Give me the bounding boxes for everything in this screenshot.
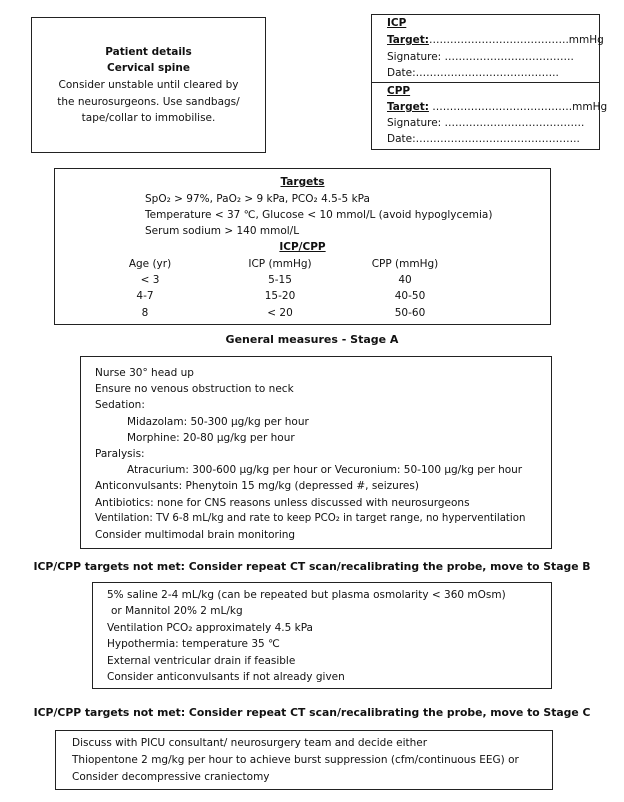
cpp-target-unit: mmHg (572, 101, 608, 113)
cpp-target-line (387, 100, 607, 114)
patient-details-line: the neurosurgeons. Use sandbags/ (57, 96, 240, 108)
icp-target-line (387, 33, 604, 47)
table-cell: 50-60 (394, 307, 426, 319)
stage-a-heading: General measures - Stage A (225, 333, 399, 346)
cervical-spine-subtitle: Cervical spine (107, 62, 190, 74)
cpp-target-label: Target: (387, 101, 429, 113)
cpp-target-field[interactable]: …………………………………. (428, 101, 573, 113)
cpp-signature-field[interactable]: Signature: …………………………………. (387, 117, 585, 129)
stage-a-item: Paralysis: (95, 448, 145, 460)
patient-details-box (31, 17, 266, 153)
stage-b-item: or Mannitol 20% 2 mL/kg (111, 605, 243, 617)
icp-target-field[interactable]: …………………………………. (428, 34, 569, 46)
stage-a-item: Ensure no venous obstruction to neck (95, 383, 294, 395)
patient-details-line: Consider unstable until cleared by (58, 79, 239, 91)
cpp-date-field[interactable]: Date:……………………………………….. (387, 133, 580, 145)
stage-b-heading: ICP/CPP targets not met: Consider repeat CT scan/recalibrating the probe, move to Stage B (33, 560, 591, 573)
icp-target-label: Target: (387, 34, 429, 46)
stage-a-item: Antibiotics: none for CNS reasons unless discussed with neurosurgeons (95, 497, 470, 509)
stage-a-item: Nurse 30° head up (95, 367, 194, 379)
stage-c-heading: ICP/CPP targets not met: Consider repeat CT scan/recalibrating the probe, move to Stage C (33, 706, 591, 719)
targets-line: Temperature < 37 ℃, Glucose < 10 mmol/L (avoid hypoglycemia) (145, 209, 493, 221)
stage-a-item: Anticonvulsants: Phenytoin 15 mg/kg (depressed #, seizures) (95, 480, 419, 492)
icp-cpp-table-title: ICP/CPP (279, 241, 326, 253)
stage-b-item: 5% saline 2-4 mL/kg (can be repeated but plasma osmolarity < 360 mOsm) (107, 589, 506, 601)
stage-c-item: Thiopentone 2 mg/kg per hour to achieve burst suppression (cfm/continuous EEG) or (72, 754, 519, 766)
table-cell: 15-20 (264, 290, 296, 302)
table-cell: 40 (398, 274, 412, 286)
icp-date-field[interactable]: Date:………………………………….. (387, 67, 559, 79)
table-cell: < 20 (267, 307, 293, 319)
icp-title: ICP (387, 17, 407, 29)
icp-cpp-box (371, 14, 608, 150)
stage-a-item: Atracurium: 300-600 μg/kg per hour or Vecuronium: 50-100 μg/kg per hour (127, 464, 523, 476)
table-cell: 5-15 (268, 274, 292, 286)
stage-a-box (80, 356, 552, 549)
stage-a-item: Morphine: 20-80 μg/kg per hour (127, 432, 295, 444)
stage-b-item: Ventilation PCO₂ approximately 4.5 kPa (107, 622, 313, 634)
table-cell: < 3 (140, 274, 160, 286)
stage-a-item: Sedation: (95, 399, 145, 411)
table-header-age: Age (yr) (128, 258, 172, 270)
stage-b-item: External ventricular drain if feasible (107, 655, 296, 667)
table-cell: 4-7 (136, 290, 154, 302)
icp-cpp-divider (372, 82, 599, 83)
targets-line: SpO₂ > 97%, PaO₂ > 9 kPa, PCO₂ 4.5-5 kPa (145, 193, 370, 205)
targets-box (54, 168, 551, 325)
icp-target-unit: mmHg (568, 34, 604, 46)
stage-c-item: Consider decompressive craniectomy (72, 771, 270, 783)
patient-details-title: Patient details (105, 46, 192, 58)
table-header-icp: ICP (mmHg) (248, 258, 312, 270)
patient-details-line: tape/collar to immobilise. (81, 112, 216, 124)
stage-b-item: Consider anticonvulsants if not already given (107, 671, 345, 683)
stage-b-item: Hypothermia: temperature 35 ℃ (107, 638, 280, 650)
targets-title: Targets (280, 176, 325, 188)
table-header-cpp: CPP (mmHg) (371, 258, 439, 270)
cpp-title: CPP (387, 85, 411, 97)
icp-signature-field[interactable]: Signature: ………………………………. (387, 51, 574, 63)
targets-line: Serum sodium > 140 mmol/L (145, 225, 300, 237)
stage-a-item: Midazolam: 50-300 μg/kg per hour (127, 416, 309, 428)
stage-b-box (92, 582, 552, 689)
stage-c-item: Discuss with PICU consultant/ neurosurgery team and decide either (72, 737, 428, 749)
stage-a-item: Consider multimodal brain monitoring (95, 529, 296, 541)
stage-c-box (55, 730, 553, 790)
table-cell: 40-50 (394, 290, 426, 302)
stage-a-item: Ventilation: TV 6-8 mL/kg and rate to keep PCO₂ in target range, no hyperventilation (95, 513, 526, 524)
table-cell: 8 (141, 307, 149, 319)
